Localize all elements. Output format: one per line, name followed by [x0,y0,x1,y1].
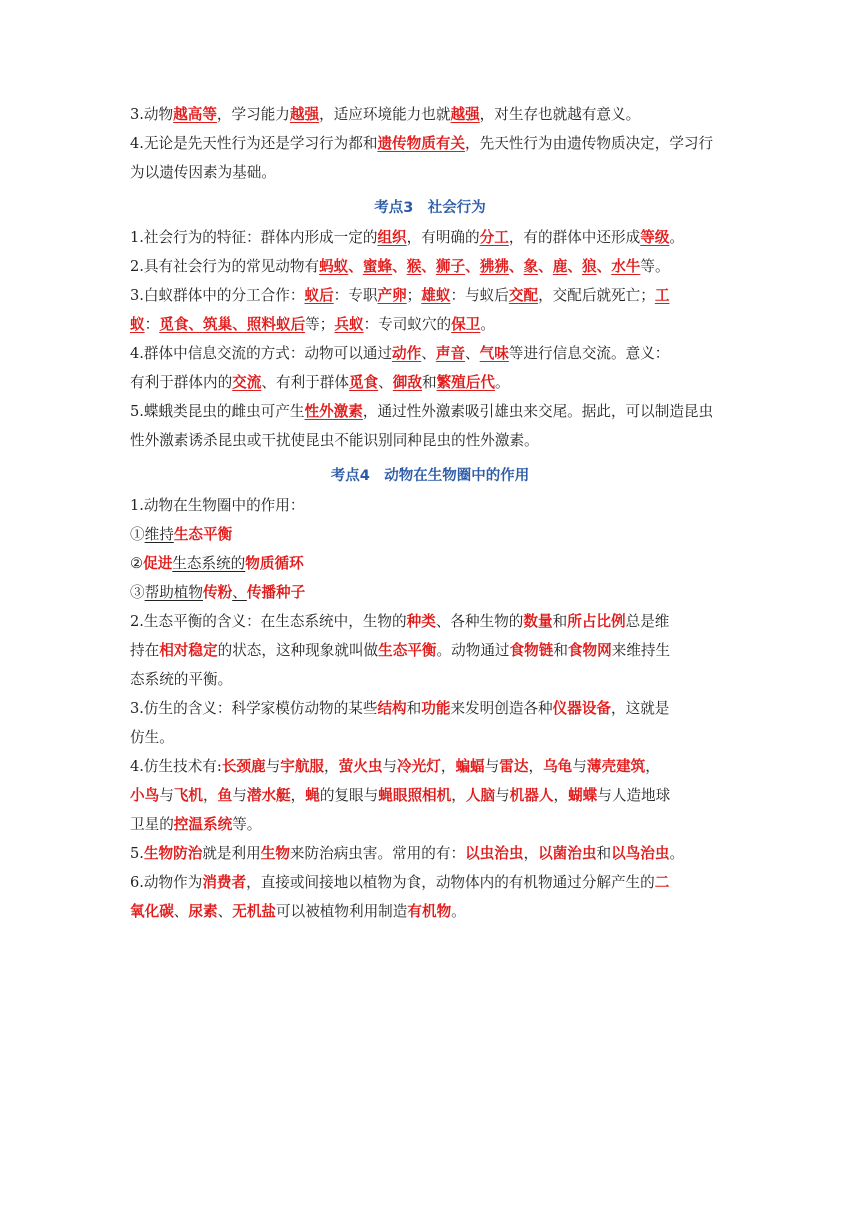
key-term: 控温系统 [173,816,233,833]
text-run: ，有的群体中还形成 [508,229,641,246]
text-run: 仿生。 [130,729,174,746]
key-term: 促进 [143,555,173,572]
text-run: 2.具有社会行为的常见动物有 [130,258,320,275]
key-term: 分工 [479,229,509,246]
key-term: 、 [596,258,612,275]
text-run: ， [528,758,544,775]
text-line [130,158,730,187]
key-term: 、 [567,258,582,275]
key-term: 气味 [479,345,509,362]
text-run: ， [645,758,660,775]
text-run: 1.动物在生物圈中的作用： [130,497,305,514]
text-line [130,607,730,636]
text-run: 4.群体中信息交流的方式：动物可以通过 [130,345,393,362]
text-run: ， [290,787,306,804]
text-run: 。 [480,316,495,333]
key-term: 组织 [377,229,407,246]
text-line [130,665,730,694]
key-term: 、 [421,258,436,275]
text-run: ，通过性外激素吸引雄虫来交尾。据此，可以制造昆虫 [362,403,714,420]
text-run: 卫星的 [130,816,174,833]
section-heading [130,455,730,491]
text-run: ，学习能力 [216,106,290,123]
text-run: 的复眼与 [319,787,379,804]
key-term: 性外激素 [304,403,363,420]
text-run: 来防治病虫害。常用的有： [289,845,466,862]
text-run: 与 [382,758,398,775]
key-term: 生物防治 [143,845,203,862]
text-run: 和 [553,642,568,659]
key-term: 以虫治虫 [465,845,524,862]
text-run: 2.生态平衡的含义：在生态系统中，生物的 [130,613,407,630]
key-term: 生物 [260,845,290,862]
key-term: 、 [232,584,247,601]
text-line [130,223,730,252]
key-term: 声音 [435,345,466,362]
text-run: 、 [465,345,480,362]
key-term: 乌龟 [543,758,573,775]
text-run: 和 [406,700,422,717]
key-term: 传播种子 [246,584,306,601]
text-run: ， [451,787,466,804]
key-term: 食物链 [509,642,554,659]
key-term: 消费者 [202,874,247,891]
text-run: 有利于群体内的 [130,374,233,391]
key-term: 越强 [289,106,320,123]
text-run: ， [324,758,339,775]
text-line [130,339,730,368]
text-line [130,752,730,781]
key-term: 、 [508,258,524,275]
key-term: 相对稳定 [159,642,218,659]
text-line [130,281,730,310]
text-run: ：与蚁后 [450,287,509,304]
key-term: 动作 [392,345,422,362]
key-term: 猴 [406,258,422,275]
key-term: 繁殖后代 [436,374,495,391]
text-line [130,549,730,578]
text-run: ， [523,845,539,862]
text-line [130,368,730,397]
key-term: 潜水艇 [246,787,291,804]
key-term: 萤火虫 [338,758,383,775]
key-term: 所占比例 [567,613,626,630]
key-term: 蚁后 [304,287,334,304]
text-run: 和 [421,374,437,391]
key-term: 尿素 [188,903,218,920]
text-run: ， [203,787,218,804]
key-term: 维持 [144,526,174,543]
key-term: 二 [654,874,670,891]
text-line [130,520,730,549]
key-term: 、 [348,258,363,275]
key-term: 觅食 [348,374,379,391]
text-line [130,897,730,926]
key-term: 交配 [508,287,539,304]
document-body [130,100,730,926]
key-term: 无机盐 [232,903,277,920]
text-run: ，这就是 [611,700,670,717]
key-term: 种类 [406,613,436,630]
key-term: 结构 [377,700,407,717]
text-run: ② [130,555,144,572]
text-line [130,100,730,129]
text-run: 态系统的平衡。 [130,671,233,688]
key-term: 传粉 [203,584,233,601]
text-run: 与 [484,758,500,775]
key-term: 人脑 [465,787,496,804]
key-term: 鱼 [217,787,233,804]
key-term: 以菌治虫 [538,845,597,862]
key-term: 帮助植物 [144,584,203,601]
text-run: 与 [265,758,281,775]
text-run: 和 [596,845,612,862]
key-term: 以鸟治虫 [611,845,670,862]
text-run: ，有明确的 [406,229,480,246]
key-term: 生态系统的 [172,555,246,572]
key-term: 、 [538,258,553,275]
text-run: 。 [669,845,685,862]
text-run: 、各种生物的 [435,613,524,630]
key-term: 蝇眼照相机 [378,787,452,804]
text-run: 4.无论是先天性行为还是学习行为都和 [130,135,378,152]
key-term: 薄壳建筑 [586,758,646,775]
key-term: 狒狒 [479,258,509,275]
text-run: 与 [495,787,510,804]
key-term: 飞机 [173,787,204,804]
text-run: ① [130,526,145,543]
key-term: 雄蚁 [421,287,451,304]
text-run: 5.蝶蛾类昆虫的雌虫可产生 [130,403,305,420]
text-run: 、有利于群体 [261,374,349,391]
text-run: 持在 [130,642,160,659]
key-term: 机器人 [509,787,554,804]
key-term: 越高等 [173,106,217,123]
text-run: ，适应环境能力也就 [319,106,451,123]
text-line [130,252,730,281]
text-run: 、 [378,374,393,391]
text-line [130,723,730,752]
text-line [130,839,730,868]
text-run: 就是利用 [202,845,261,862]
key-term: 御敌 [392,374,422,391]
text-run: ，先天性行为由遗传物质决定，学习行 [465,135,714,152]
text-line [130,781,730,810]
text-run: 等进行信息交流。意义： [508,345,670,362]
text-run: 。 [669,229,684,246]
text-run: 性外激素诱杀昆虫或干扰使昆虫不能识别同种昆虫的性外激素。 [130,432,539,449]
key-term: 长颈鹿 [221,758,266,775]
key-term: 、 [465,258,480,275]
text-line [130,636,730,665]
text-run: ， [553,787,569,804]
key-term: 工 [654,287,670,304]
text-run: 的状态，这种现象就叫做 [217,642,379,659]
key-term: 宇航服 [280,758,325,775]
text-run: ：专职 [333,287,378,304]
key-term: 交流 [232,374,262,391]
key-term: 产卵 [377,287,407,304]
text-run: 、 [217,903,233,920]
key-term: 蜜蜂 [362,258,393,275]
text-run: 。 [451,903,466,920]
key-term: 遗传物质有关 [377,135,466,152]
text-run: 与 [572,758,587,775]
text-run: 4.仿生技术有: [130,758,222,775]
text-run: 可以被植物利用制造 [276,903,408,920]
text-run: 和 [552,613,568,630]
text-run: 、 [421,345,436,362]
key-term: 蝇 [305,787,320,804]
text-run: 6.动物作为 [130,874,203,891]
key-term: 蝙蝠 [455,758,485,775]
text-run: 3.动物 [130,106,174,123]
section-heading [130,187,730,223]
key-term: 数量 [523,613,553,630]
text-run: 考点4 动物在生物圈中的作用 [330,468,530,484]
text-run: 来维持生 [611,642,671,659]
key-term: 蚂蚁 [319,258,349,275]
text-run: 总是维 [625,613,670,630]
text-run: 等； [305,316,335,333]
text-run: 1.社会行为的特征：群体内形成一定的 [130,229,378,246]
text-run: 与人造地球 [597,787,671,804]
text-line [130,397,730,426]
text-run: 考点3 社会行为 [374,200,486,216]
key-term: 狼 [581,258,597,275]
key-term: 越强 [450,106,480,123]
key-term: 等级 [640,229,670,246]
text-line [130,578,730,607]
text-run: ； [406,287,422,304]
text-run: 5. [130,845,144,862]
text-run: 、 [173,903,189,920]
key-term: 象 [523,258,539,275]
text-line [130,129,730,158]
text-run: 等。 [640,258,670,275]
text-run: 。 [494,374,510,391]
key-term: 鹿 [552,258,568,275]
text-run: 3.仿生的含义：科学家模仿动物的某些 [130,700,378,717]
key-term: 水牛 [611,258,641,275]
text-run: ， [440,758,456,775]
key-term: 蝴蝶 [568,787,598,804]
key-term: 有机物 [407,903,452,920]
text-line [130,491,730,520]
text-line [130,694,730,723]
key-term: 雷达 [499,758,529,775]
text-line [130,810,730,839]
text-run: ③ [130,584,145,601]
text-run: ：专司蚁穴的 [363,316,452,333]
text-run: 。动物通过 [436,642,510,659]
key-term: 保卫 [451,316,481,333]
text-line [130,868,730,897]
key-term: 冷光灯 [397,758,441,775]
text-run: 3.白蚁群体中的分工合作： [130,287,305,304]
key-term: 生态平衡 [378,642,437,659]
key-term: 觅食、筑巢、照料蚁后 [159,316,306,333]
text-run: ，交配后就死亡； [538,287,655,304]
key-term: 蚁 [130,316,145,333]
key-term: 、 [392,258,407,275]
key-term: 生态平衡 [173,526,233,543]
text-run: 与 [232,787,247,804]
text-run: ： [144,316,160,333]
key-term: 氧化碳 [130,903,174,920]
text-run: ，对生存也就越有意义。 [479,106,641,123]
key-term: 食物网 [567,642,612,659]
key-term: 仪器设备 [552,700,612,717]
key-term: 兵蚁 [334,316,364,333]
text-run: 与 [159,787,174,804]
text-line [130,310,730,339]
key-term: 狮子 [435,258,466,275]
key-term: 小鸟 [130,787,160,804]
text-run: 等。 [232,816,262,833]
text-run: 为以遗传因素为基础。 [130,164,276,181]
key-term: 功能 [421,700,451,717]
text-run: ，直接或间接地以植物为食，动物体内的有机物通过分解产生的 [246,874,655,891]
key-term: 物质循环 [245,555,304,572]
text-line [130,426,730,455]
text-run: 来发明创造各种 [450,700,553,717]
